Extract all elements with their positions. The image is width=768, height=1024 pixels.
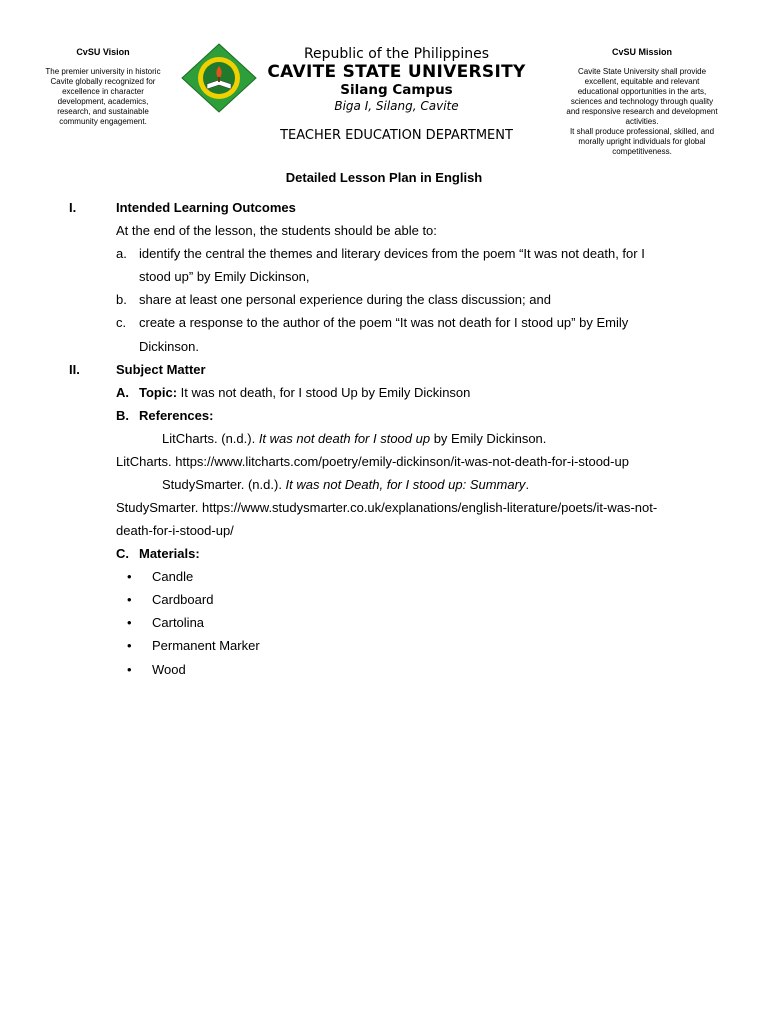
republic-line: Republic of the Philippines (303, 46, 490, 62)
references-label: B. (116, 408, 129, 423)
reference-1-author: LitCharts. (n.d.). (162, 431, 259, 446)
mission-text: Cavite State University shall provide excellent, equitable and relevant educational opportunities in the arts, sciences and technology through quality and responsive research and development activities. (566, 67, 718, 126)
cvsu-logo (180, 42, 258, 114)
outcome-b-line1: share at least one personal experience during the class discussion; and (139, 292, 551, 307)
department-name: TEACHER EDUCATION DEPARTMENT (280, 128, 513, 143)
section-1-number: I. (69, 200, 77, 215)
document-title: Detailed Lesson Plan in English (285, 170, 483, 185)
section-2-heading: Subject Matter (116, 362, 206, 377)
campus-address: Biga I, Silang, Cavite (334, 99, 459, 113)
bullet-icon: • (127, 592, 132, 607)
campus-name: Silang Campus (340, 82, 453, 98)
reference-2-url-line2: death-for-i-stood-up/ (116, 523, 234, 538)
material-item: Permanent Marker (152, 638, 260, 653)
materials-key: Materials: (139, 546, 200, 561)
section-1-heading: Intended Learning Outcomes (116, 200, 296, 215)
outcome-b-label: b. (116, 292, 127, 307)
outcome-c-line1: create a response to the author of the poem “It was not death for I stood up” by Emily (139, 315, 629, 330)
material-item: Cardboard (152, 592, 214, 607)
outcome-c-label: c. (116, 315, 127, 330)
bullet-icon: • (127, 569, 132, 584)
reference-1-url: LitCharts. https://www.litcharts.com/poetry/emily-dickinson/it-was-not-death-for-i-stood-up (116, 454, 629, 469)
material-item: Cartolina (152, 615, 205, 630)
outcome-a-line2: stood up” by Emily Dickinson, (139, 269, 310, 284)
reference-2 (162, 477, 529, 493)
topic-line (139, 385, 470, 401)
reference-1-title: It was not death for I stood up (258, 431, 431, 446)
mission-text-2: It shall produce professional, skilled, and morally upright individuals for global competitiveness. (569, 127, 715, 156)
bullet-icon: • (127, 638, 132, 653)
topic-key: Topic: (139, 385, 178, 400)
section-2-number: II. (69, 362, 80, 377)
section-1-intro: At the end of the lesson, the students should be able to: (116, 223, 437, 238)
topic-label: A. (116, 385, 129, 400)
outcome-c-line2: Dickinson. (139, 339, 199, 354)
vision-block (44, 47, 162, 127)
reference-2-end: . (525, 477, 530, 492)
reference-2-title: It was not Death, for I stood up: Summary (285, 477, 526, 492)
material-item: Wood (152, 662, 186, 677)
material-item: Candle (152, 569, 194, 584)
bullet-icon: • (127, 662, 132, 677)
university-name: CAVITE STATE UNIVERSITY (267, 62, 526, 82)
vision-title: CvSU Vision (76, 47, 130, 57)
outcome-a-label: a. (116, 246, 127, 261)
vision-text: The premier university in historic Cavite globally recognized for excellence in character development, academics, research, and sustainable community engagement. (45, 67, 161, 126)
materials-label: C. (116, 546, 129, 561)
mission-title: CvSU Mission (611, 47, 672, 57)
outcome-a-line1: identify the central the themes and literary devices from the poem “It was not death, for I (139, 246, 645, 261)
topic-value: It was not death, for I stood Up by Emily Dickinson (177, 385, 471, 400)
reference-1-end: by Emily Dickinson. (430, 431, 547, 446)
reference-2-url-line1: StudySmarter. https://www.studysmarter.co.uk/explanations/english-literature/poets/it-was-not- (116, 500, 658, 515)
references-key: References: (139, 408, 214, 423)
logo-torch-icon (218, 77, 220, 82)
bullet-icon: • (127, 615, 132, 630)
reference-2-author: StudySmarter. (n.d.). (162, 477, 286, 492)
mission-block (565, 47, 719, 157)
reference-1 (162, 431, 546, 447)
